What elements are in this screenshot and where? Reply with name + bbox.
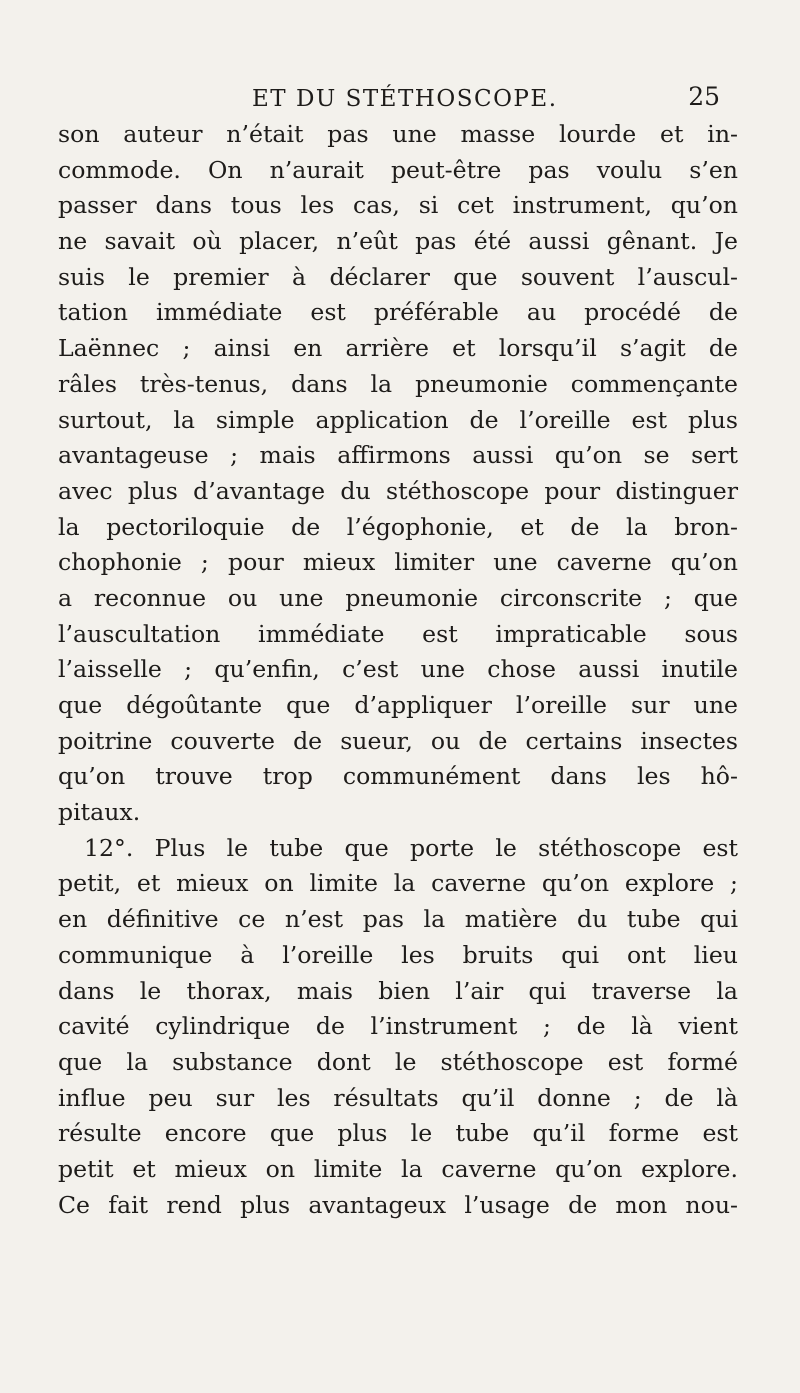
text-line: avec plus d’avantage du stéthoscope pour distinguer <box>58 476 738 505</box>
text-line: ne savait où placer, n’eût pas été aussi gênant. Je <box>58 227 738 256</box>
text-line: l’aisselle ; qu’enfin, c’est une chose aussi inutile <box>58 655 738 684</box>
page-number: 25 <box>688 82 720 111</box>
paragraph-end-line: pitaux. <box>58 798 141 827</box>
text-line: poitrine couverte de sueur, ou de certains insectes <box>58 726 738 755</box>
paragraph-start-line: 12°. Plus le tube que porte le stéthoscope est <box>84 833 738 862</box>
text-line: son auteur n’était pas une masse lourde et in- <box>58 120 738 148</box>
text-line: Laënnec ; ainsi en arrière et lorsqu’il s’agit de <box>58 334 738 363</box>
text-line: la pectoriloquie de l’égophonie, et de la bron- <box>58 512 738 541</box>
text-line: râles très-tenus, dans la pneumonie commençante <box>58 369 738 398</box>
text-line: tation immédiate est préférable au procédé de <box>58 298 738 327</box>
text-line: surtout, la simple application de l’oreille est plus <box>58 405 738 434</box>
text-line: que dégoûtante que d’appliquer l’oreille sur une <box>58 691 738 719</box>
text-line: suis le premier à déclarer que souvent l’auscul- <box>58 262 738 291</box>
text-line: influe peu sur les résultats qu’il donne ; de là <box>58 1083 738 1112</box>
text-line: qu’on trouve trop communément dans les hô- <box>58 762 738 791</box>
text-line: petit, et mieux on limite la caverne qu’on explore ; <box>58 869 738 898</box>
text-line: que la substance dont le stéthoscope est formé <box>58 1047 738 1076</box>
text-line: cavité cylindrique de l’instrument ; de là vient <box>58 1012 738 1041</box>
running-head-title: ET DU STÉTHOSCOPE. <box>252 86 558 112</box>
text-line: communique à l’oreille les bruits qui ont lieu <box>58 940 738 969</box>
text-line: a reconnue ou une pneumonie circonscrite ; que <box>58 583 738 612</box>
text-line: petit et mieux on limite la caverne qu’on explore. <box>58 1154 738 1183</box>
text-line: résulte encore que plus le tube qu’il forme est <box>58 1119 738 1148</box>
text-line: commode. On n’aurait peut-être pas voulu s’en <box>58 155 738 184</box>
text-line: en définitive ce n’est pas la matière du tube qui <box>58 905 738 934</box>
text-line: Ce fait rend plus avantageux l’usage de mon nou- <box>58 1190 738 1219</box>
text-line: chophonie ; pour mieux limiter une caverne qu’on <box>58 548 738 577</box>
text-line: avantageuse ; mais affirmons aussi qu’on se sert <box>58 441 738 470</box>
text-line: dans le thorax, mais bien l’air qui traverse la <box>58 976 738 1005</box>
text-line: passer dans tous les cas, si cet instrument, qu’on <box>58 191 738 220</box>
body-text <box>58 117 738 1223</box>
text-line: l’auscultation immédiate est impraticable sous <box>58 619 738 648</box>
